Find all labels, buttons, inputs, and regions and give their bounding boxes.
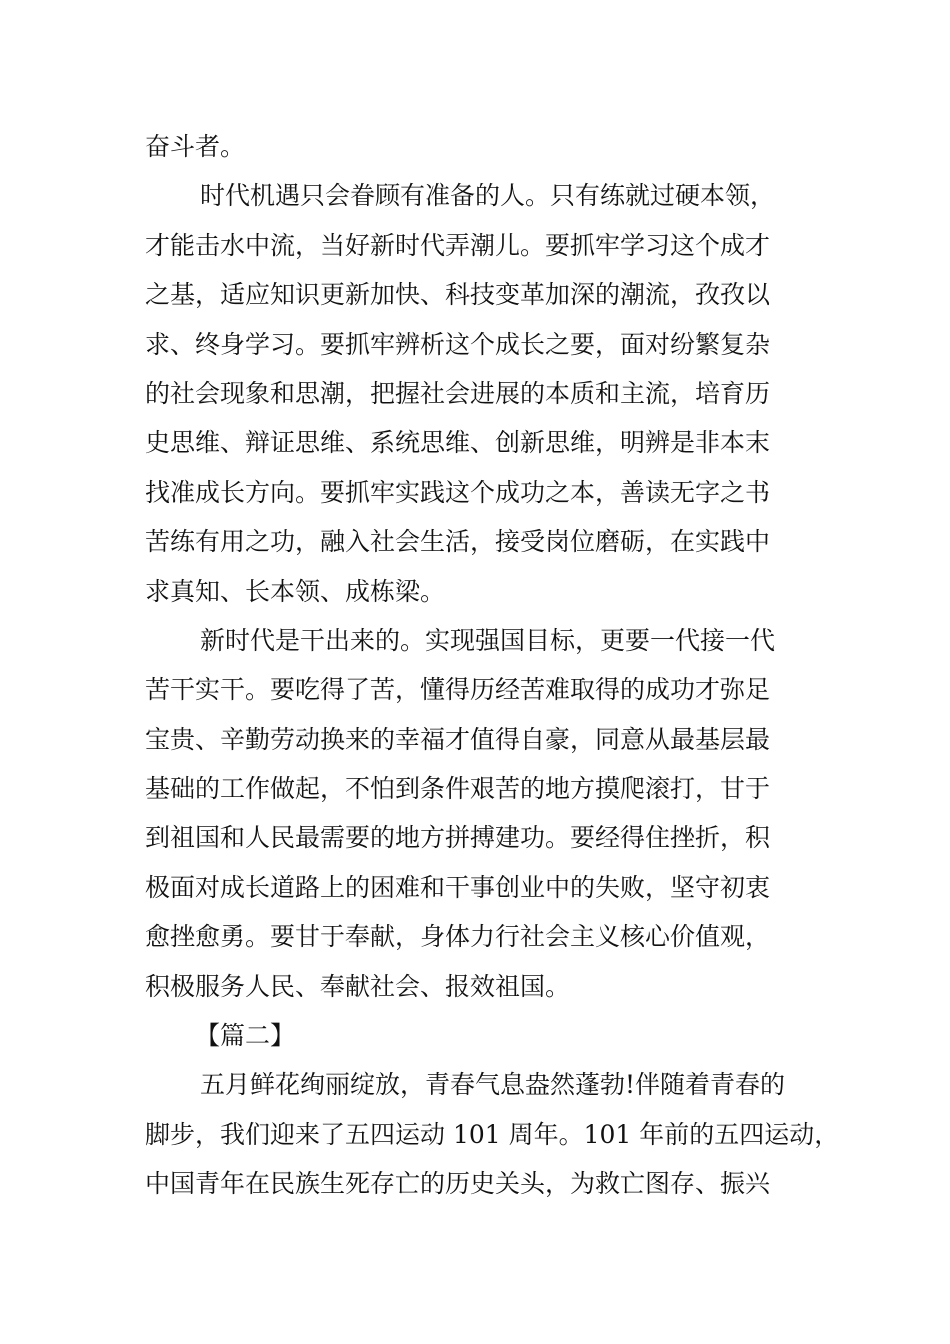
section-heading: 【篇二】 <box>195 1021 296 1051</box>
text-line: 极面对成长道路上的困难和干事创业中的失败，坚守初衷 <box>145 872 771 902</box>
text-line: 史思维、辩证思维、系统思维、创新思维，明辨是非本末 <box>145 428 771 458</box>
text-line: 积极服务人民、奉献社会、报效祖国。 <box>145 971 571 1001</box>
paragraph-start-line: 新时代是干出来的。实现强国目标，更要一代接一代 <box>200 625 776 655</box>
text-line: 基础的工作做起，不怕到条件艰苦的地方摸爬滚打，甘于 <box>145 774 771 804</box>
text-line: 脚步，我们迎来了五四运动 101 周年。101 年前的五四运动， <box>145 1119 840 1149</box>
document-body <box>145 122 840 1209</box>
text-line: 才能击水中流，当好新时代弄潮儿。要抓牢学习这个成才 <box>145 230 771 260</box>
text-line: 宝贵、辛勤劳动换来的幸福才值得自豪，同意从最基层最 <box>145 724 771 754</box>
paragraph-start-line: 五月鲜花绚丽绽放，青春气息盎然蓬勃!伴随着青春的 <box>200 1070 786 1100</box>
text-line: 愈挫愈勇。要甘于奉献，身体力行社会主义核心价值观， <box>145 922 771 952</box>
text-line: 中国青年在民族生死存亡的历史关头，为救亡图存、振兴 <box>145 1169 771 1199</box>
text-line: 的社会现象和思潮，把握社会进展的本质和主流，培育历 <box>145 378 771 408</box>
text-line: 到祖国和人民最需要的地方拼搏建功。要经得住挫折，积 <box>145 823 771 853</box>
text-line: 找准成长方向。要抓牢实践这个成功之本，善读无字之书 <box>145 477 771 507</box>
text-line: 求真知、长本领、成栋梁。 <box>145 576 446 606</box>
text-line: 苦练有用之功，融入社会生活，接受岗位磨砺，在实践中 <box>145 527 771 557</box>
text-line: 之基，适应知识更新加快、科技变革加深的潮流，孜孜以 <box>145 280 771 310</box>
paragraph-start-line: 时代机遇只会眷顾有准备的人。只有练就过硬本领， <box>200 181 776 211</box>
text-line: 求、终身学习。要抓牢辨析这个成长之要，面对纷繁复杂 <box>145 329 771 359</box>
text-line: 苦干实干。要吃得了苦，懂得历经苦难取得的成功才弥足 <box>145 675 771 705</box>
text-line: 奋斗者。 <box>145 132 246 161</box>
